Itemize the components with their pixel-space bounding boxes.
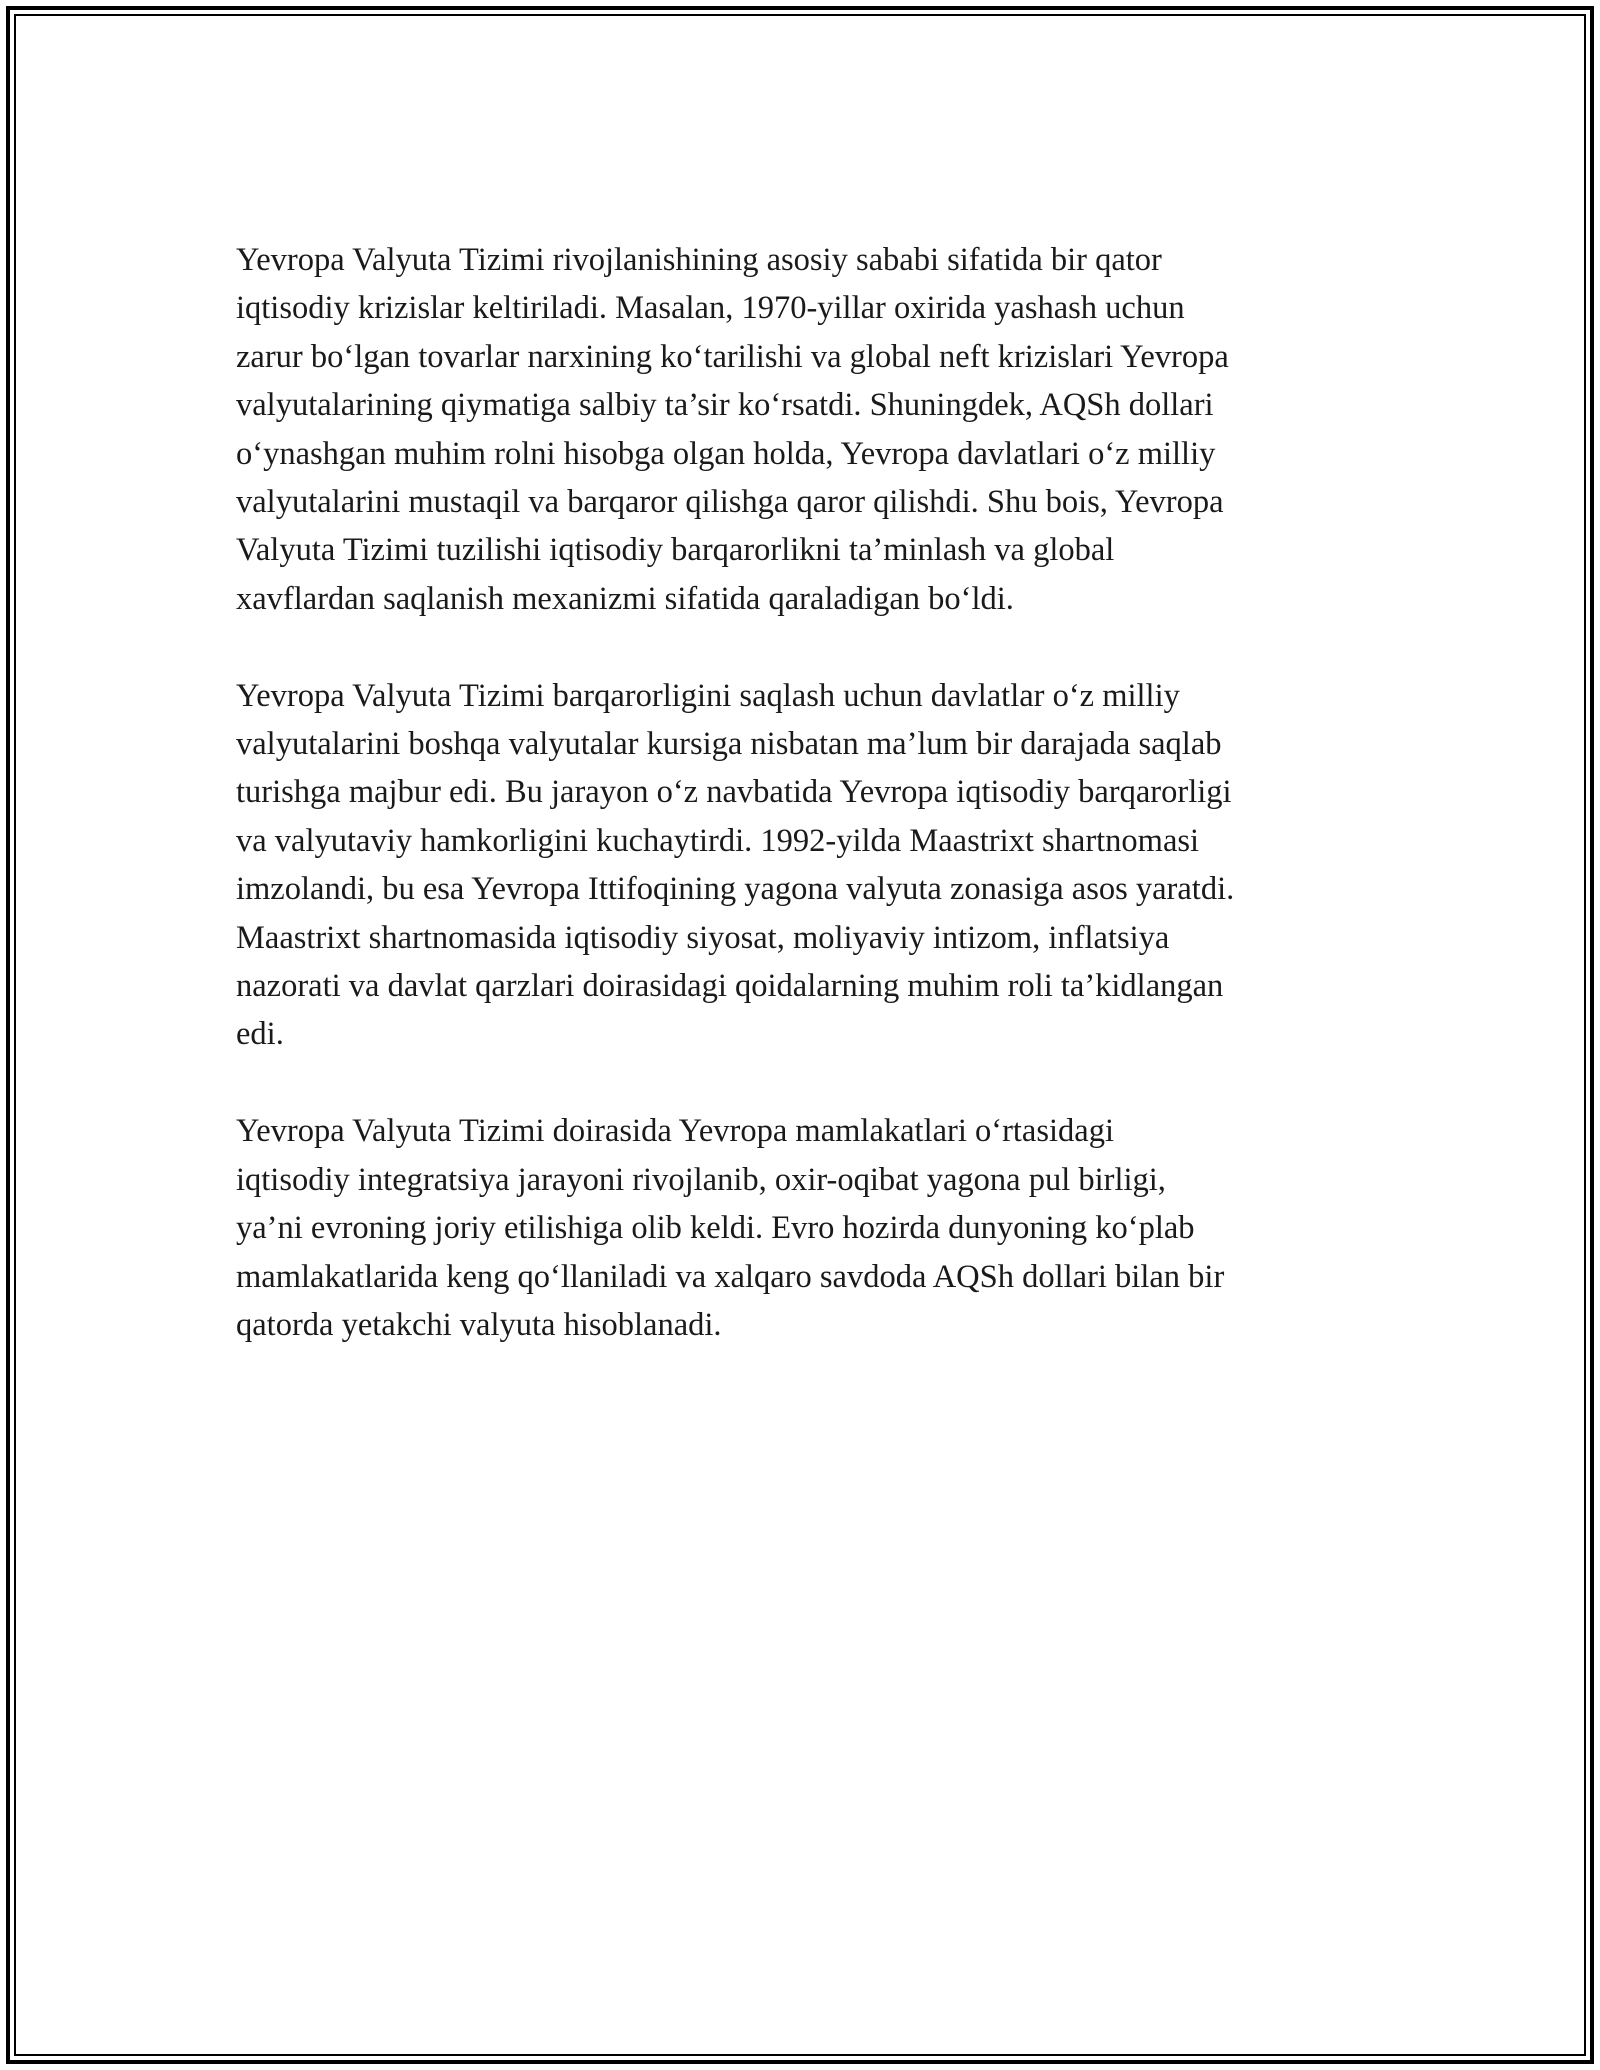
paragraph-1: Yevropa Valyuta Tizimi rivojlanishining asosiy sababi sifatida bir qator iqtisodiy krizislar keltiriladi. Masalan, 1970-yillar oxirida yashash uchun zarur bo‘lgan tovarlar narxining ko‘tarilishi va global neft krizislari Yevropa valyutalarining qiymatiga salbiy ta’sir ko‘rsatdi. Shuningdek, AQSh dollari o‘ynashgan muhim rolni hisobga olgan holda, Yevropa davlatlari o‘z milliy valyutalarini mustaqil va barqaror qilishga qaror qilishdi. Shu bois, Yevropa Valyuta Tizimi tuzilishi iqtisodiy barqarorlikni ta’minlash va global xavflardan saqlanish mexanizmi sifatida qaraladigan bo‘ldi. <box>236 242 1229 617</box>
paragraph-2: Yevropa Valyuta Tizimi barqarorligini saqlash uchun davlatlar o‘z milliy valyutalarini boshqa valyutalar kursiga nisbatan ma’lum bir darajada saqlab turishga majbur edi. Bu jarayon o‘z navbatida Yevropa iqtisodiy barqarorligi va valyutaviy hamkorligini kuchaytirdi. 1992-yilda Maastrixt shartnomasi imzolandi, bu esa Yevropa Ittifoqining yagona valyuta zonasiga asos yaratdi. Maastrixt shartnomasida iqtisodiy siyosat, moliyaviy intizom, inflatsiya nazorati va davlat qarzlari doirasidagi qoidalarning muhim roli ta’kidlangan edi. <box>236 677 1235 1053</box>
paragraph-3: Yevropa Valyuta Tizimi doirasida Yevropa mamlakatlari o‘rtasidagi iqtisodiy integratsiya jarayoni rivojlanib, oxir-oqibat yagona pul birligi, ya’ni evroning joriy etilishiga olib keldi. Evro hozirda dunyoning ko‘plab mamlakatlarida keng qo‘llaniladi va xalqaro savdoda AQSh dollari bilan bir qatorda yetakchi valyuta hisoblanadi. <box>236 1113 1225 1343</box>
document-body <box>236 236 1366 1398</box>
